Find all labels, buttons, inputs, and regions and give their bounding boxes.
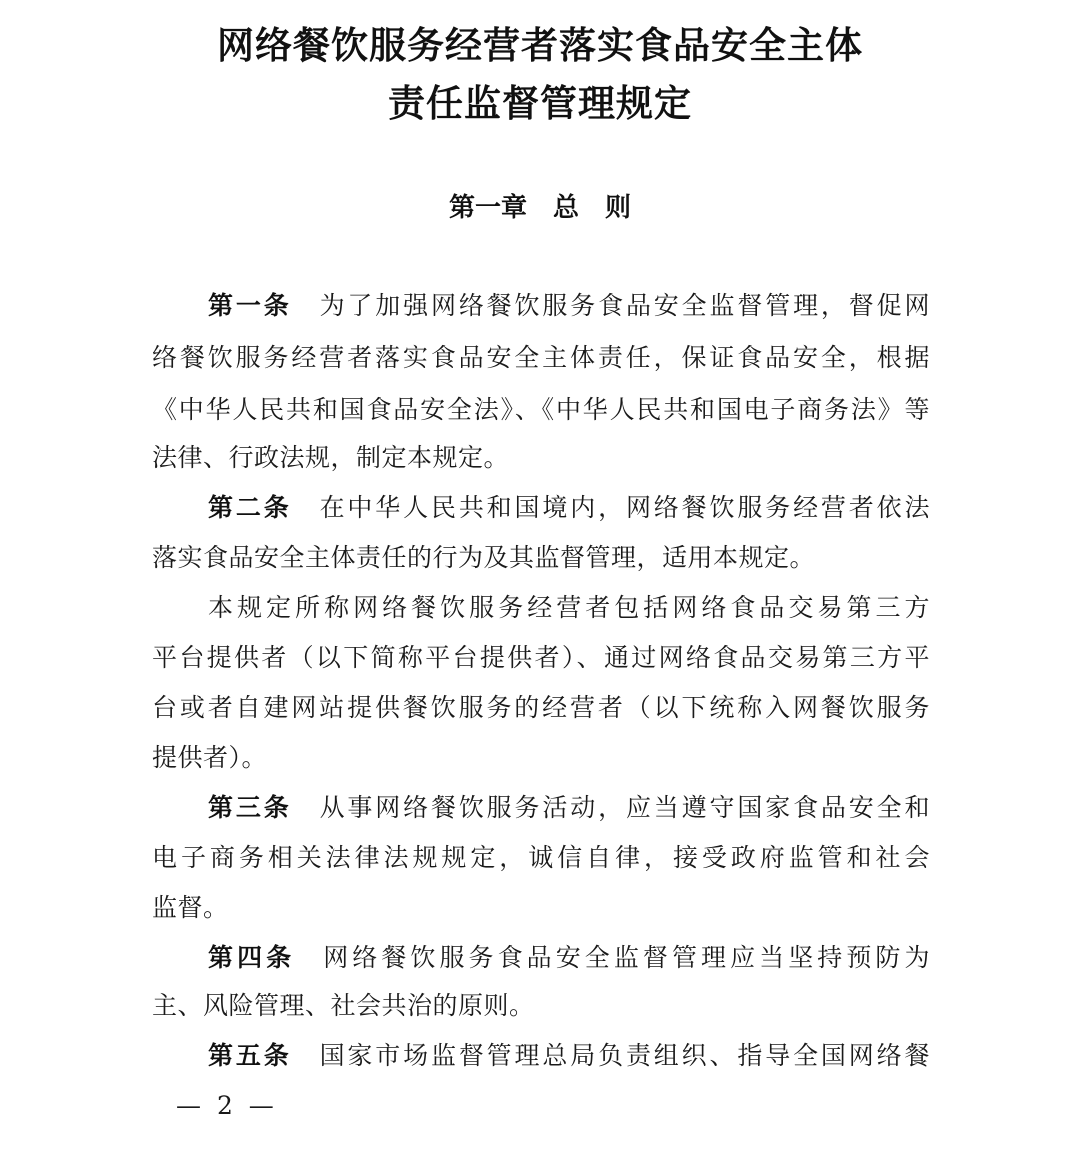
article-5-label: 第五条	[208, 1041, 292, 1070]
article-3-line-2: 电子商务相关法律法规规定，诚信自律，接受政府监管和社会	[152, 843, 930, 872]
article-1-line-2: 络餐饮服务经营者落实食品安全主体责任，保证食品安全，根据	[152, 343, 930, 372]
article-3-text: 从事网络餐饮服务活动，应当遵守国家食品安全和	[319, 793, 930, 822]
article-2-label: 第二条	[208, 493, 292, 522]
article-4-label: 第四条	[208, 943, 296, 972]
page-number: — 2 —	[176, 1091, 278, 1120]
article-2-para-2-line-2: 平台提供者（以下简称平台提供者）、通过网络食品交易第三方平	[152, 643, 930, 672]
document-title-line-1: 网络餐饮服务经营者落实食品安全主体	[217, 24, 863, 67]
article-5-first-line	[208, 1036, 930, 1076]
article-2-first-line	[208, 488, 930, 528]
article-2-para-2-first-line: 本规定所称网络餐饮服务经营者包括网络食品交易第三方	[208, 593, 930, 622]
article-1-text: 为了加强网络餐饮服务食品安全监督管理，督促网	[319, 291, 930, 320]
article-2-text: 在中华人民共和国境内，网络餐饮服务经营者依法	[319, 493, 930, 522]
article-3-line-3: 监督。	[152, 893, 229, 922]
article-1-line-3: 《中华人民共和国食品安全法》、《中华人民共和国电子商务法》等	[152, 395, 930, 424]
article-4-line-2: 主、风险管理、社会共治的原则。	[152, 991, 535, 1020]
article-1-first-line	[208, 286, 930, 326]
document-title-line-2: 责任监督管理规定	[388, 82, 692, 125]
chapter-heading: 第一章 总 则	[448, 193, 631, 223]
article-5-text: 国家市场监督管理总局负责组织、指导全国网络餐	[319, 1041, 930, 1070]
article-2-para-2-line-4: 提供者）。	[152, 743, 268, 772]
article-2-para-2-line-3: 台或者自建网站提供餐饮服务的经营者（以下统称入网餐饮服务	[152, 693, 930, 722]
article-4-first-line	[208, 938, 930, 978]
article-4-text: 网络餐饮服务食品安全监督管理应当坚持预防为	[323, 943, 930, 972]
article-1-line-4: 法律、行政法规，制定本规定。	[152, 443, 510, 472]
article-3-first-line	[208, 788, 930, 828]
article-3-label: 第三条	[208, 793, 292, 822]
article-2-line-2: 落实食品安全主体责任的行为及其监督管理，适用本规定。	[152, 543, 816, 572]
article-1-label: 第一条	[208, 291, 292, 320]
